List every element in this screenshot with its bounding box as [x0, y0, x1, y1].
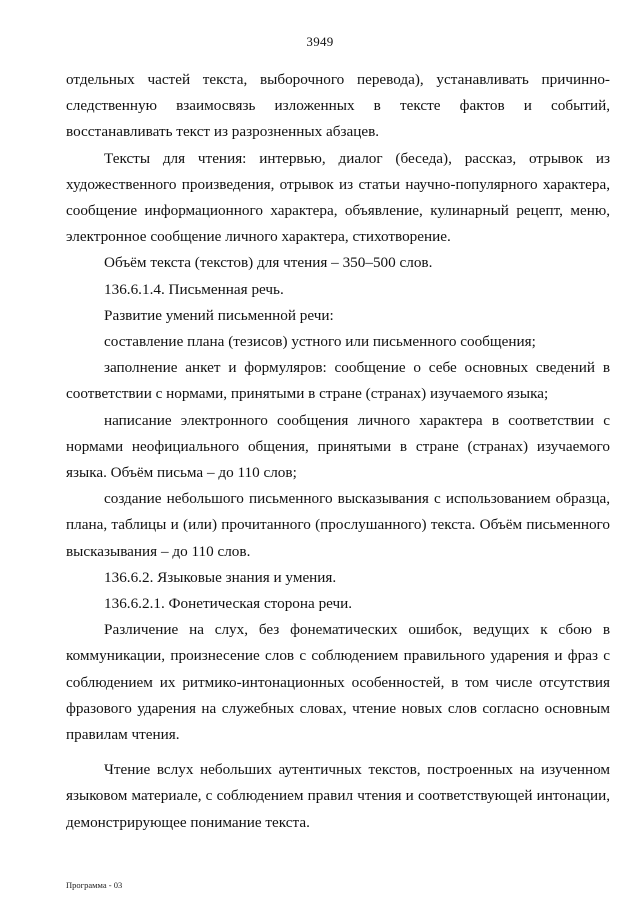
- section-heading-language-knowledge: 136.6.2. Языковые знания и умения.: [104, 568, 337, 586]
- paragraph-continuation: отдельных частей текста, выборочного перевода), устанавливать причинно-следственную взаимосвязь изложенных в тексте фактов и событий, восстанавливать текст из разрозненных абзацев.: [66, 71, 610, 141]
- list-item-plan: составление плана (тезисов) устного или письменного сообщения;: [104, 333, 536, 351]
- section-heading-phonetics: 136.6.2.1. Фонетическая сторона речи.: [104, 595, 353, 613]
- section-heading-writing: 136.6.1.4. Письменная речь.: [104, 280, 284, 298]
- paragraph-reading-texts: Тексты для чтения: интервью, диалог (беседа), рассказ, отрывок из художественного произведения, отрывок из статьи научно-популярного характера, сообщение информационного характера, объявление, кулинарный рецепт, меню, электронное сообщение личного характера, стихотворение.: [66, 149, 610, 246]
- list-item-forms: заполнение анкет и формуляров: сообщение о себе основных сведений в соответствии с нормами, принятыми в стране (странах) изучаемого языка;: [66, 359, 610, 403]
- footer-label: Программа - 03: [66, 880, 123, 890]
- paragraph-phonetics-discrimination: Различение на слух, без фонематических ошибок, ведущих к сбою в коммуникации, произнесение слов с соблюдением правильного ударения и фраз с соблюдением их ритмико-интонационных особенностей, в том числе отсутствия фразового ударения на служебных словах, чтение новых слов согласно основным правилам чтения.: [66, 621, 610, 744]
- paragraph-reading-aloud: Чтение вслух небольших аутентичных текстов, построенных на изученном языковом материале, с соблюдением правил чтения и соответствующей интонации, демонстрирующее понимание текста.: [66, 761, 610, 831]
- list-item-written-statement: создание небольшого письменного высказывания с использованием образца, плана, таблицы и (или) прочитанного (прослушанного) текста. Объём письменного высказывания – до 110 слов.: [66, 490, 610, 560]
- paragraph-reading-volume: Объём текста (текстов) для чтения – 350–500 слов.: [104, 254, 433, 272]
- document-body: [66, 67, 610, 836]
- paragraph-writing-skills: Развитие умений письменной речи:: [104, 306, 334, 324]
- list-item-email: написание электронного сообщения личного характера в соответствии с нормами неофициального общения, принятыми в стране (странах) изучаемого языка. Объём письма – до 110 слов;: [66, 411, 610, 482]
- page-number: 3949: [306, 34, 334, 49]
